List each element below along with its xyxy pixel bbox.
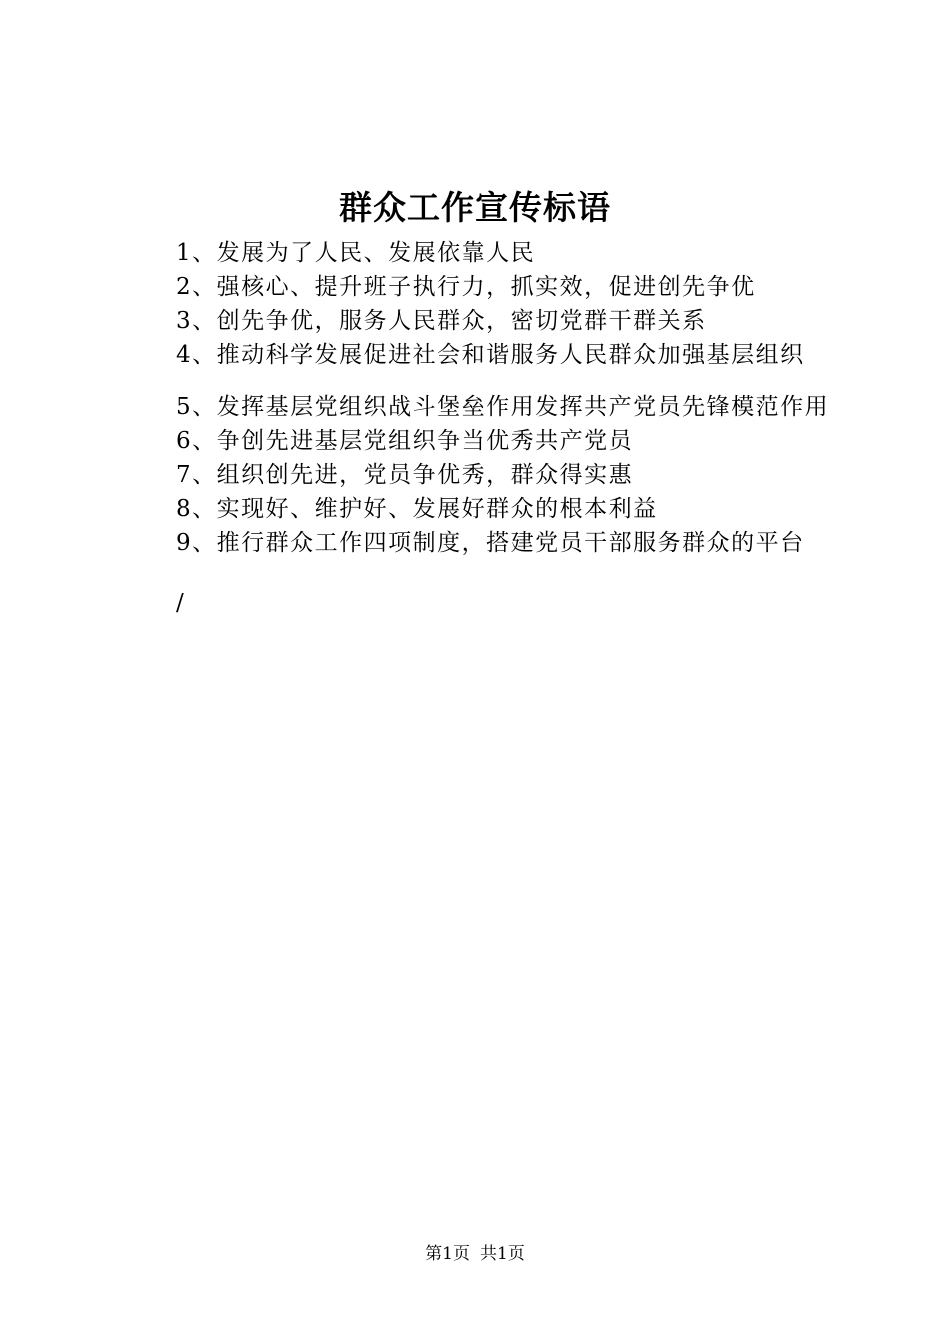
document-title: 群众工作宣传标语 — [339, 188, 611, 227]
trailing-mark: / — [176, 590, 186, 616]
page-number: 第1页 — [425, 1244, 470, 1264]
page-footer — [0, 1242, 950, 1266]
slogan-item: 1、发展为了人民、发展依靠人民 — [176, 240, 536, 266]
slogan-item: 7、组织创先进，党员争优秀，群众得实惠 — [176, 462, 634, 488]
slogan-item: 5、发挥基层党组织战斗堡垒作用发挥共产党员先锋模范作用 — [176, 394, 830, 420]
slogan-item: 3、创先争优，服务人民群众，密切党群干群关系 — [176, 308, 707, 334]
slogan-item: 6、争创先进基层党组织争当优秀共产党员 — [176, 428, 634, 454]
page-total: 共1页 — [480, 1244, 525, 1264]
slogan-item: 9、推行群众工作四项制度，搭建党员干部服务群众的平台 — [176, 530, 805, 556]
slogan-item: 8、实现好、维护好、发展好群众的根本利益 — [176, 496, 658, 522]
slogan-item: 4、推动科学发展促进社会和谐服务人民群众加强基层组织 — [176, 342, 805, 368]
slogan-item: 2、强核心、提升班子执行力，抓实效，促进创先争优 — [176, 274, 756, 300]
slogan-list — [130, 236, 835, 620]
